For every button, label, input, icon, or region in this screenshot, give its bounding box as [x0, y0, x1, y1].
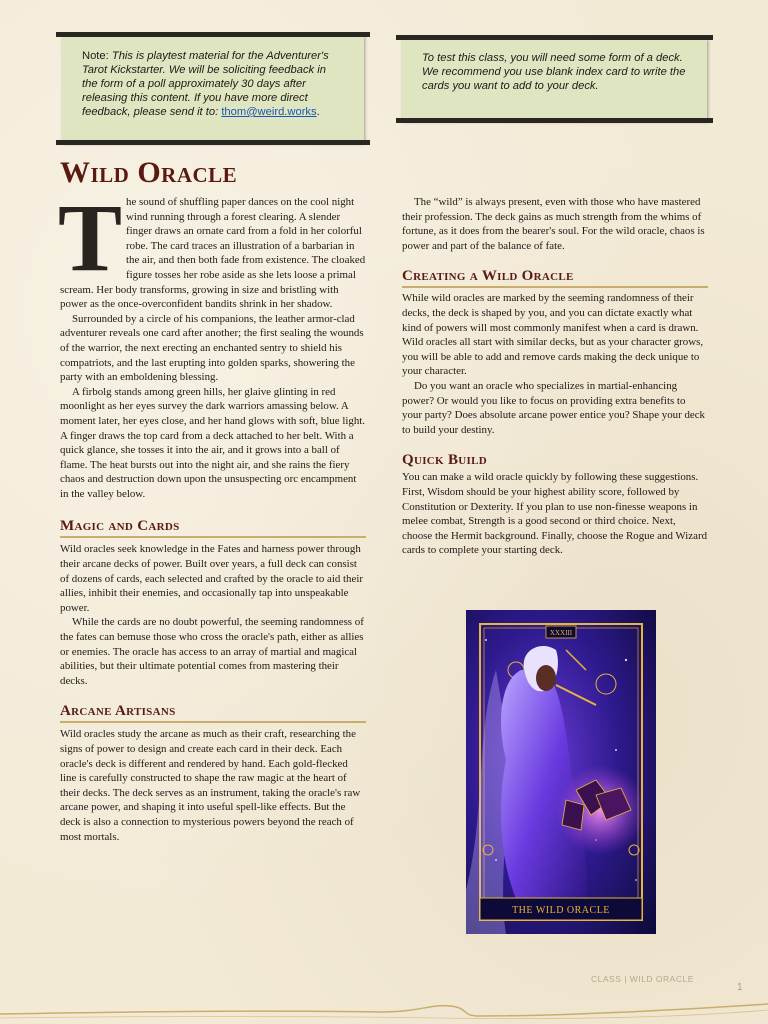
intro-paragraph-3: A firbolg stands among green hills, her glaive glinting in red moonlight as her eyes survey the dark warriors amassing below. A moment later, her eyes close, and her hand glows with soft, blue light. A finger draws the top card from a deck attached to her belt. With a quick glance, she tosses it into the air, and it grows into a ball of flame. The heat bursts out into the night air, and she rains the fiery chaos and destruction down upon the unsuspecting orc encampment in the valley below. [60, 385, 366, 500]
card-numeral: XXXIII [549, 629, 573, 637]
deck-note-text: To test this class, you will need some form of a deck. We recommend you use blank index card to write the cards you want to add to your deck. [422, 52, 686, 92]
magic-heading: Magic and Cards [60, 517, 366, 538]
arcane-paragraph-1: Wild oracles study the arcane as much as their craft, researching the signs of power to design and create each card in their deck. Each oracle's deck is different and rendered by hand. Each gold-flecked line is carefully constructed to shape the raw magic at the heart of their decks. The deck serves as an instrument, taking the oracle's raw arcane power, and shaping it into useful spell-like effects. But the deck is also a connection to mysterious powers beyond the reach of most mortals. [60, 728, 361, 843]
footer-ornament [0, 990, 768, 1024]
oracle-face [536, 665, 556, 691]
creating-heading: Creating a Wild Oracle [402, 267, 708, 288]
note-prefix: Note: [82, 50, 112, 62]
right-column [402, 195, 708, 558]
page-title: Wild Oracle [60, 156, 238, 189]
creating-paragraph-1: While wild oracles are marked by the seeming randomness of their decks, the deck is shaped by you, and you can dictate exactly what kind of powers will most commonly manifest when a card is drawn. Wild oracles all start with similar decks, but as your character grows, you will be able to add and remove cards making the deck unique to your character. [402, 292, 704, 378]
magic-paragraph-1: Wild oracles seek knowledge in the Fates and harness power through their arcane decks of power. Built over years, a full deck can consist of dozens of cards, each selected and crafted by the oracle to aid their allies, inhibit their enemies, and occasionally tap into unspeakable power. [60, 543, 363, 614]
intro-paragraph-2: Surrounded by a circle of his companions, the leather armor-clad adventurer reveals one card after another; the first sealing the wounds of the warrior, the next erecting an enchanted sentry to shield his compatriots, and the last erupting into golden sparks, showering the party with an emboldening blessing. [60, 312, 364, 384]
left-column [58, 184, 366, 844]
playtest-note [62, 35, 364, 142]
quick-build-paragraph: You can make a wild oracle quickly by following these suggestions. First, Wisdom should be your highest ability score, followed by Constitution or Dexterity. If you plan to use non-finesse weapons in melee combat, Strength is a good second or third choice. Next, choose the Hermit background. Finally, choose the Rogue and Wizard cards to complete your starting deck. [402, 471, 708, 557]
page-number: 1 [737, 982, 743, 993]
intro-paragraph-1: he sound of shuffling paper dances on the cool night wind running through a forest clearing. A slender finger draws an ornate card from a fold in her colorful robe. The card traces an illustration of a barbarian in the air, and then both fade from existence. The cloaked figure tosses her robe aside as she lets loose a primal scream. Her body transforms, growing in size and bristling with power as the once-overconfident bandits shrink in her shadow. [60, 196, 366, 311]
wild-oracle-tarot-card [466, 610, 656, 934]
deck-note [402, 38, 707, 120]
footer-label: CLASS | WILD ORACLE [591, 974, 694, 984]
feedback-email-link[interactable]: thom@weird.works [221, 106, 317, 118]
note-text: This is playtest material for the Adventurer's Tarot Kickstarter. We will be soliciting feedback in the form of a poll approximately 30 days after releasing this content. If you have more direct feedback, please send it to: [82, 50, 329, 118]
creating-paragraph-2: Do you want an oracle who specializes in martial-enhancing power? Or would you like to focus on providing extra benefits to your party? Does absolute arcane power entice you? Shape your deck to build your destiny. [402, 379, 706, 436]
note-suffix: . [316, 106, 320, 118]
intro-section [58, 184, 366, 501]
dropcap-letter: T [58, 184, 123, 291]
wild-paragraph: The “wild” is always present, even with those who have mastered their profession. The deck gains as much strength from the whims of fortune, as it does from the bearer's soul. For the wild oracle, chaos is power and part of the balance of fate. [402, 196, 705, 252]
magic-paragraph-2: While the cards are no doubt powerful, the seeming randomness of the fates can bemuse those who cross the oracle's path, either as allies or enemies. The oracle has access to an array of martial and magical abilities, but their ultimate potential comes from mastering their decks. [60, 616, 364, 687]
card-caption: THE WILD ORACLE [512, 905, 610, 916]
quick-build-heading: Quick Build [402, 452, 487, 469]
arcane-heading: Arcane Artisans [60, 702, 366, 723]
